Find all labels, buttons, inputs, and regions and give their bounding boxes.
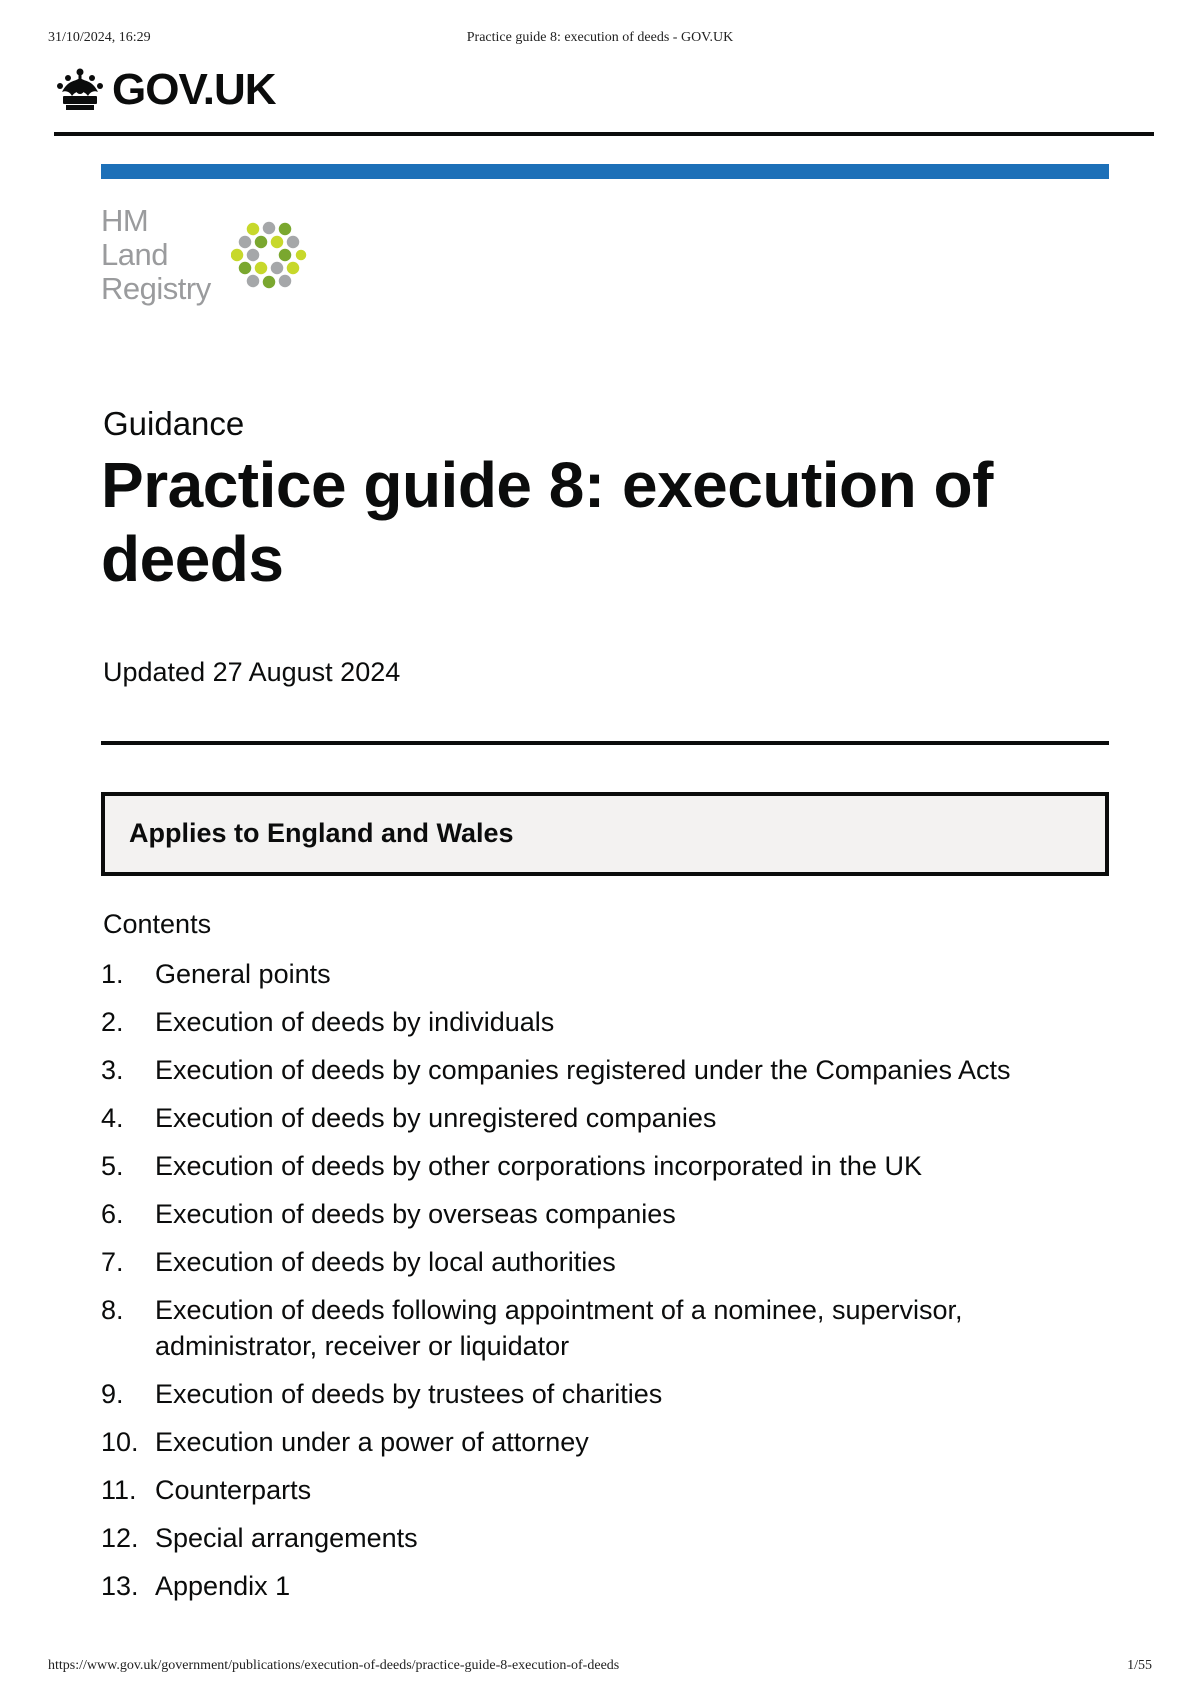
contents-item[interactable] [101,1376,1101,1412]
page-title: Practice guide 8: execution of deeds [101,449,993,595]
print-page-number: 1/55 [1127,1658,1152,1673]
contents-item[interactable] [101,956,1101,992]
print-date: 31/10/2024, 16:29 [48,30,151,45]
govuk-logotype: GOV.UK [112,65,276,114]
contents-item-link[interactable]: Execution of deeds by individuals [155,1007,555,1037]
crown-icon [54,66,106,114]
contents-item[interactable] [101,1052,1101,1088]
govuk-header [54,62,1154,136]
organisation-colour-bar [101,164,1109,179]
contents-item-link[interactable]: Execution of deeds by overseas companies [155,1199,676,1229]
print-footer [48,1658,1152,1680]
contents-item-link[interactable]: Execution of deeds by unregistered companies [155,1103,717,1133]
contents-item-link[interactable]: General points [155,959,331,989]
contents-item[interactable] [101,1424,1101,1460]
contents-item[interactable] [101,1244,1101,1280]
contents-item-link[interactable]: Appendix 1 [155,1571,291,1601]
contents-item-number: 2. [101,1007,124,1037]
contents-list [101,956,1101,1616]
contents-item-number: 11. [101,1475,137,1505]
contents-item-number: 5. [101,1151,124,1181]
contents-item-number: 1. [101,959,124,989]
print-document-title: Practice guide 8: execution of deeds - GOV.UK [466,30,734,45]
print-header [48,30,1152,52]
contents-item[interactable] [101,1100,1101,1136]
contents-item-link[interactable]: Execution of deeds following appointment of a nominee, supervisor, administrator, receiver or liquidator [155,1295,963,1361]
print-url: https://www.gov.uk/government/publications/execution-of-deeds/practice-guide-8-execution-of-deeds [48,1658,620,1673]
contents-item-number: 8. [101,1295,124,1325]
contents-item-number: 13. [101,1571,139,1601]
contents-item-link[interactable]: Execution of deeds by other corporations incorporated in the UK [155,1151,922,1181]
contents-item-link[interactable]: Counterparts [155,1475,312,1505]
contents-item[interactable] [101,1004,1101,1040]
contents-item[interactable] [101,1472,1101,1508]
contents-item-number: 9. [101,1379,124,1409]
contents-item-number: 3. [101,1055,124,1085]
contents-item[interactable] [101,1568,1101,1604]
contents-item-number: 10. [101,1427,139,1457]
contents-item[interactable] [101,1520,1101,1556]
contents-item-number: 7. [101,1247,124,1277]
page-caption: Guidance [103,405,245,442]
contents-item[interactable] [101,1148,1101,1184]
hexagon-cluster-icon [231,220,307,290]
applies-to-box [101,792,1109,876]
govuk-home-link[interactable] [54,66,276,114]
contents-item-link[interactable]: Execution of deeds by companies registered under the Companies Acts [155,1055,1011,1085]
contents-item[interactable] [101,1292,1101,1364]
organisation-logo[interactable] [101,204,307,306]
updated-date: Updated 27 August 2024 [103,657,401,687]
contents-item[interactable] [101,1196,1101,1232]
contents-item-link[interactable]: Execution of deeds by local authorities [155,1247,616,1277]
contents-item-link[interactable]: Special arrangements [155,1523,418,1553]
contents-item-link[interactable]: Execution under a power of attorney [155,1427,589,1457]
applies-to-text: Applies to England and Wales [129,818,514,848]
contents-item-link[interactable]: Execution of deeds by trustees of charities [155,1379,663,1409]
contents-item-number: 12. [101,1523,139,1553]
contents-item-number: 4. [101,1103,124,1133]
organisation-name: HM Land Registry [101,203,211,306]
section-divider [101,741,1109,745]
contents-heading: Contents [103,909,212,939]
contents-item-number: 6. [101,1199,124,1229]
